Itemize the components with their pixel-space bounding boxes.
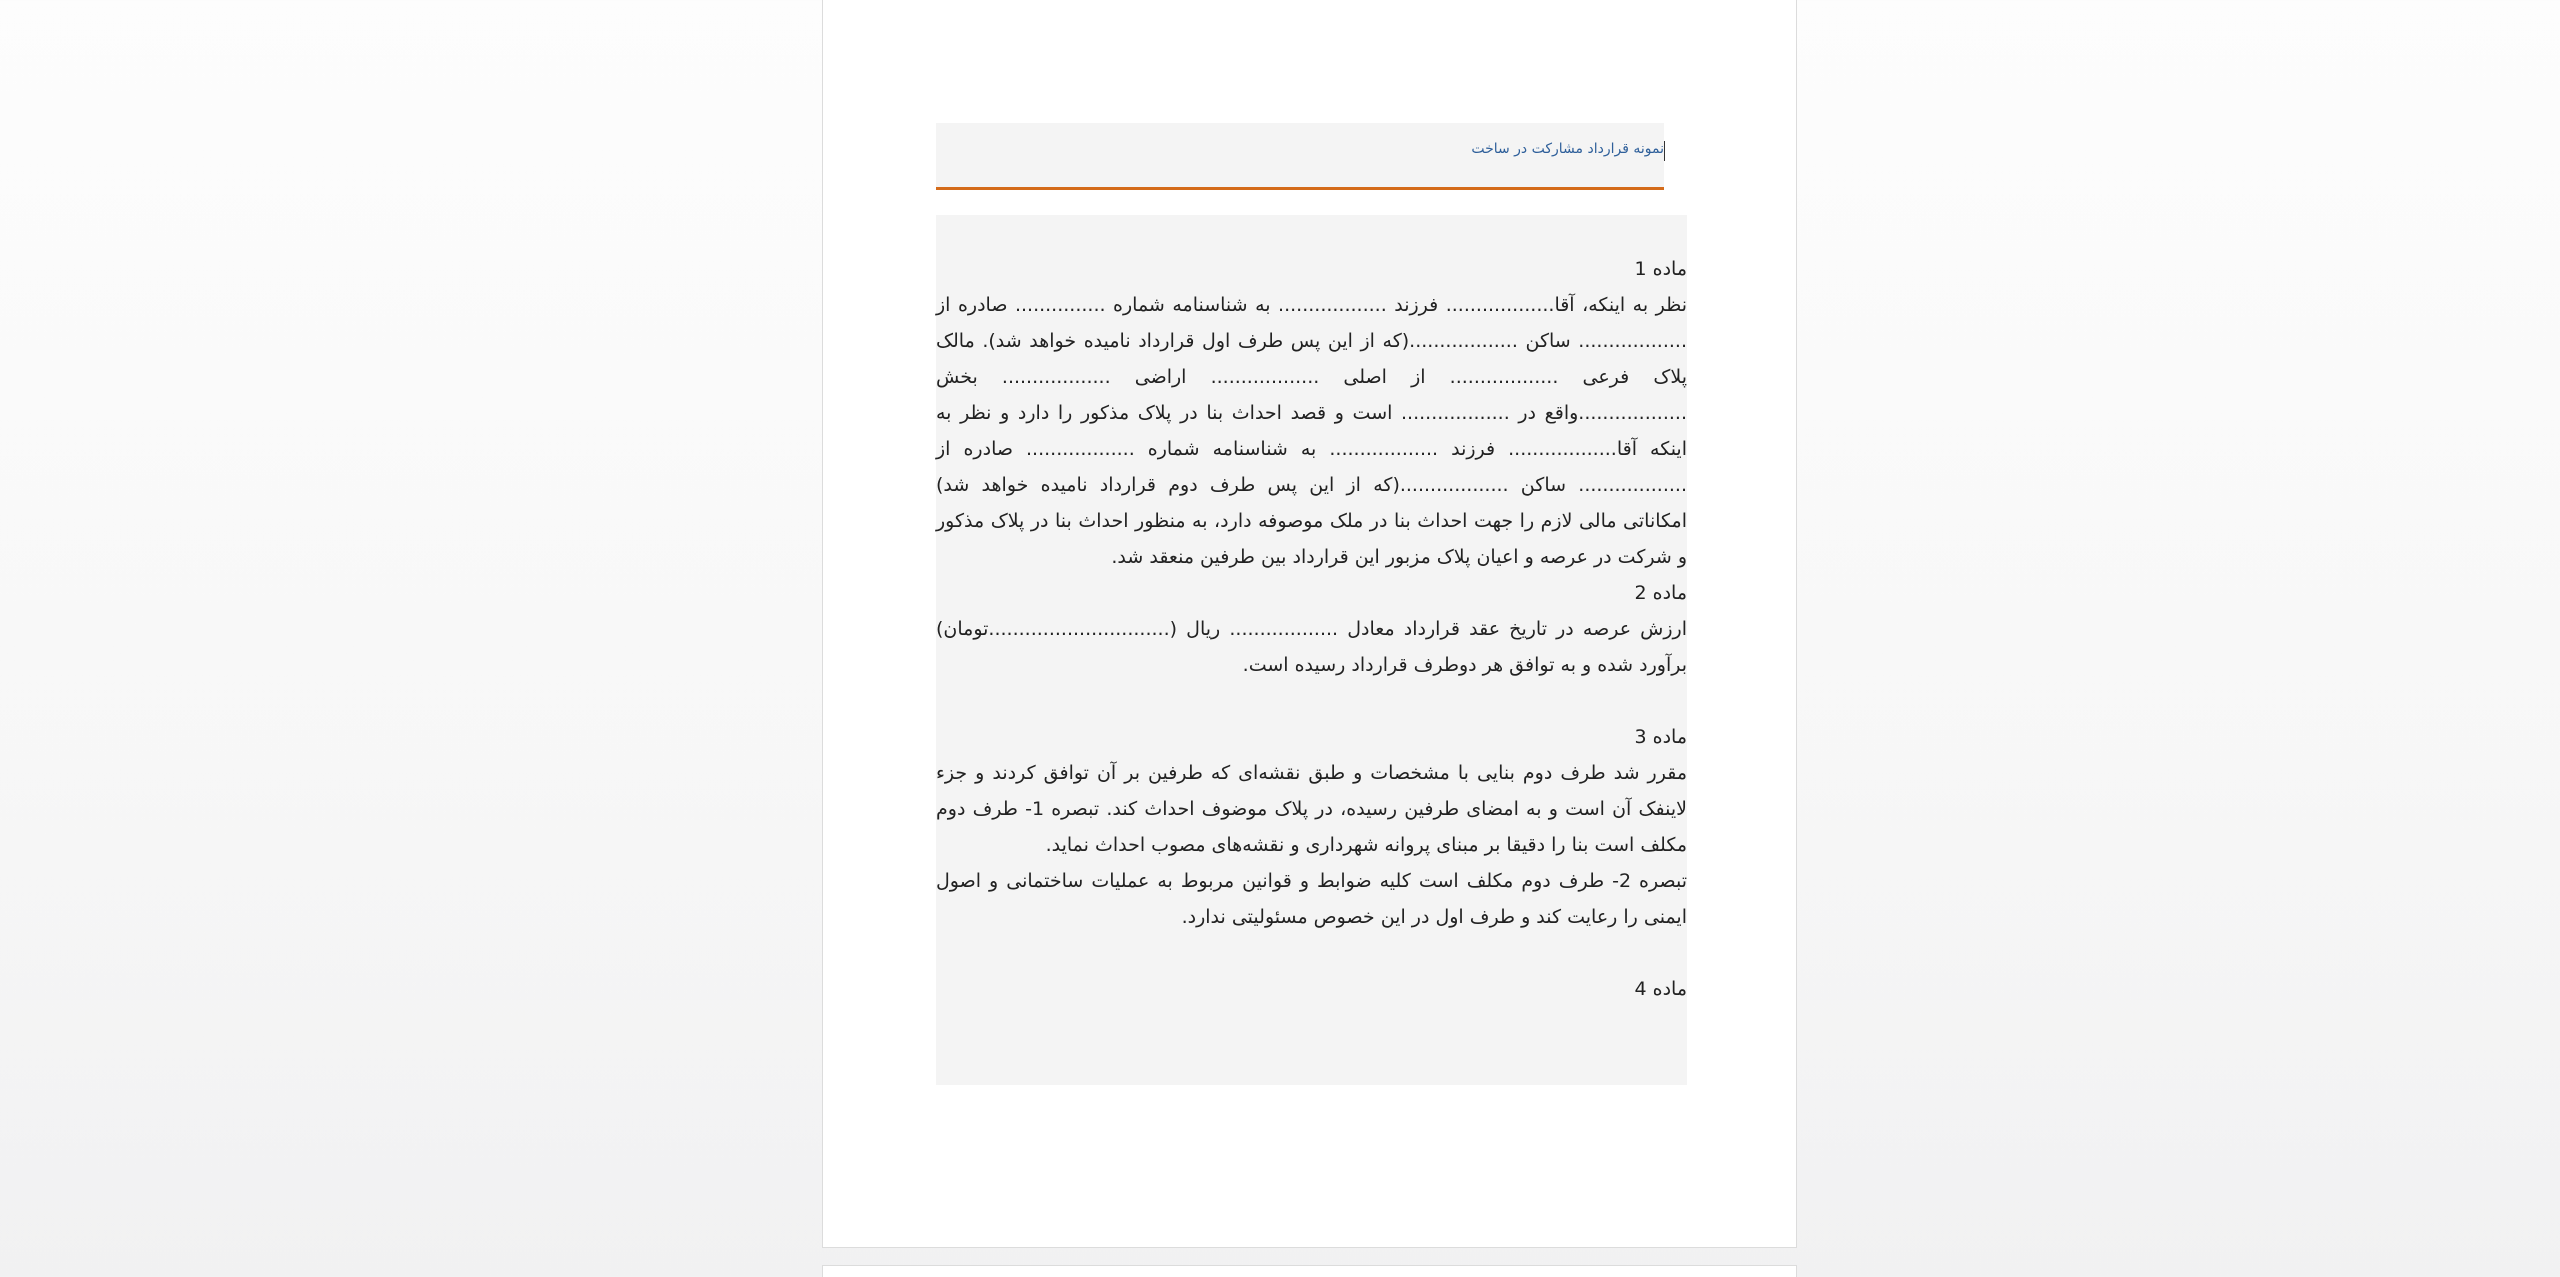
- article-3-note-2: تبصره 2- طرف دوم مکلف است کلیه ضوابط و قوانین مربوط به عملیات ساختمانی و اصول ایمنی را رعایت کند و طرف اول در این خصوص مسئولیتی ندارد.: [936, 870, 1687, 928]
- blank-line: [936, 935, 1687, 971]
- article-1-paragraph: نظر به اینکه، آقا.................. فرزند .................. به شناسنامه شماره ............... صادره از .................. ساکن ..................(که از این پس طرف اول قرارداد نامیده خواهد شد). مالک پلاک فرعی .................. از اصلی .................. اراضی .................. بخش ..................واقع در .................. است و قصد احداث بنا در پلاک مذکور را دارد و نظر به اینکه آقا.................. فرزند .................. به شناسنامه شماره .................. صادره از .................. ساکن ..................(که از این پس طرف دوم قرارداد نامیده خواهد شد) امکاناتی مالی لازم را جهت احداث بنا در ملک موصوفه دارد، به منظور احداث بنا در پلاک مذکور و شرکت در عرصه و اعیان پلاک مزبور این قرارداد بین طرفین منعقد شد.: [936, 294, 1687, 568]
- article-2-paragraph: ارزش عرصه در تاریخ عقد قرارداد معادل .................. ریال (..............................تومان) برآورد شده و به توافق هر دوطرف قرارداد رسیده است.: [936, 618, 1687, 676]
- document-page[interactable]: [822, 0, 1797, 1248]
- header-title[interactable]: نمونه قرارداد مشارکت در ساخت: [1471, 141, 1664, 157]
- next-document-page[interactable]: [822, 1265, 1797, 1277]
- document-body[interactable]: [936, 215, 1687, 1085]
- article-2-heading: ماده 2: [1634, 582, 1687, 604]
- page-header[interactable]: [936, 123, 1664, 189]
- header-divider: [936, 187, 1664, 190]
- article-3-heading: ماده 3: [1634, 726, 1687, 748]
- text-cursor: [1664, 141, 1665, 161]
- blank-line: [936, 683, 1687, 719]
- article-1-heading: ماده 1: [1634, 258, 1687, 280]
- article-3-paragraph: مقرر شد طرف دوم بنایی با مشخصات و طبق نقشه‌ای که طرفین بر آن توافق کردند و جزء لاینفک آن است و به امضای طرفین رسیده، در پلاک موضوف احداث کند. تبصره 1- طرف دوم مکلف است بنا را دقیقا بر مبنای پروانه شهرداری و نقشه‌های مصوب احداث نماید.: [936, 762, 1687, 856]
- document-content[interactable]: [936, 251, 1687, 1007]
- article-4-heading: ماده 4: [1634, 978, 1687, 1000]
